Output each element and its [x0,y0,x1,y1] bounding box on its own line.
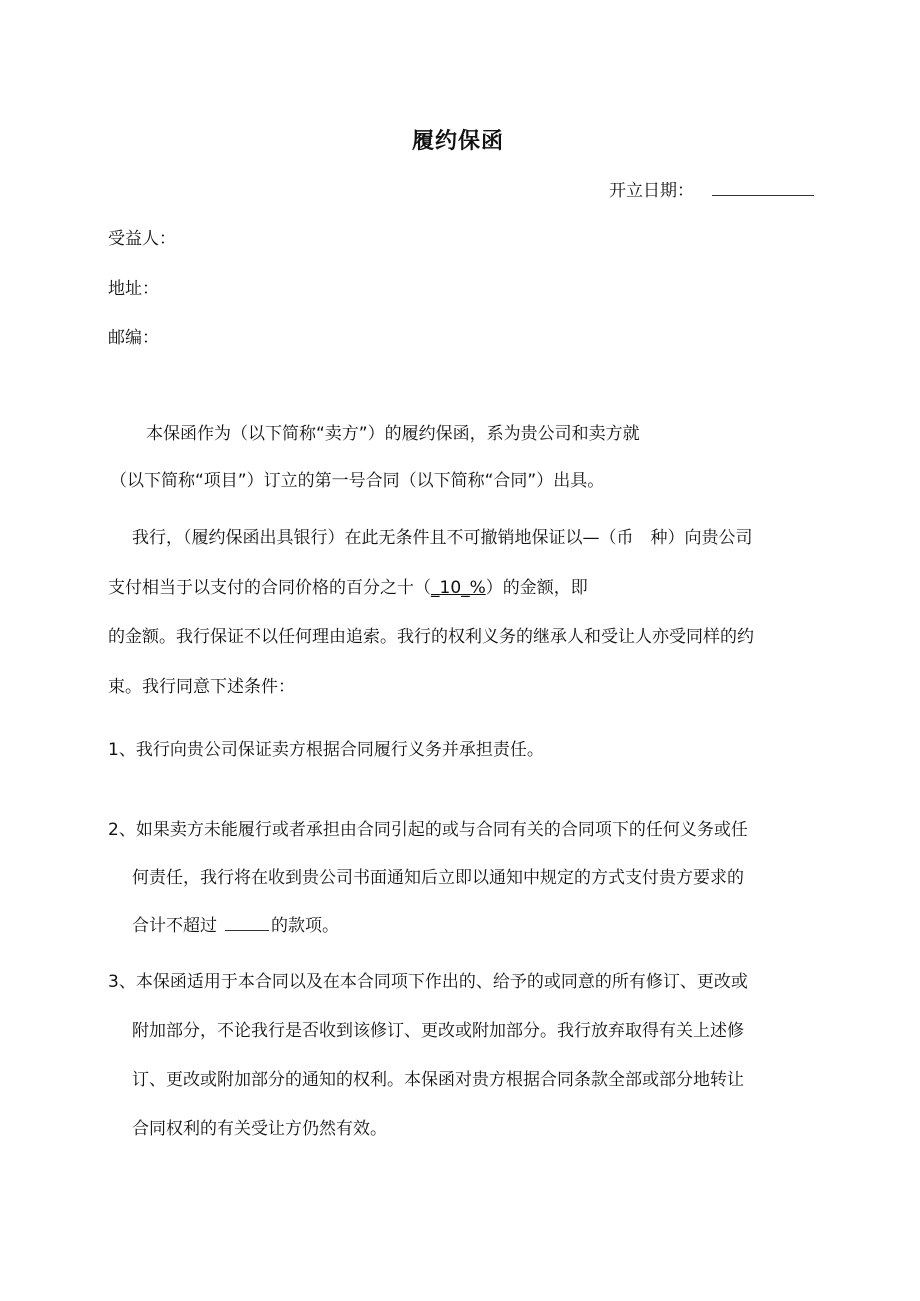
beneficiary-label: 受益人： [108,229,176,249]
address-label: 地址： [108,279,159,299]
guarantee-line-3: 的金额。我行保证不以任何理由追索。我行的权利义务的继承人和受让人亦受同样的约 [108,627,754,647]
issue-date-blank [712,183,814,196]
issue-date-row [609,181,814,201]
guarantee-percentage: _10_% [431,578,486,598]
clause-3-line-2: 附加部分，不论我行是否收到该修订、更改或附加部分。我行放弃取得有关上述修 [132,1021,744,1041]
guarantee-line-2-start: 支付相当于以支付的合同价格的百分之十（ [108,578,431,598]
document-title: 履约保函 [412,129,505,154]
clause-3-line-1: 3、本保函适用于本合同以及在本合同项下作出的、给予的或同意的所有修订、更改或 [108,972,748,992]
intro-line-2: （以下简称“项目”）订立的第一号合同（以下简称“合同”）出具。 [110,471,605,491]
clause-2-line-1: 2、如果卖方未能履行或者承担由合同引起的或与合同有关的合同项下的任何义务或任 [108,820,748,840]
intro-line-1: 本保函作为（以下简称“卖方”）的履约保函，系为贵公司和卖方就 [146,424,640,444]
clause-2-line-3-end: 的款项。 [271,916,339,936]
postcode-label: 邮编： [108,328,159,348]
amount-blank [225,918,269,931]
clause-2-line-2: 何责任，我行将在收到贵公司书面通知后立即以通知中规定的方式支付贵方要求的 [132,868,744,888]
clause-2-line-3 [132,916,339,936]
issue-date-label: 开立日期： [609,181,694,201]
clause-2-line-3-start: 合计不超过 [132,916,217,936]
guarantee-line-2 [108,578,588,598]
guarantee-line-2-end: ）的金额，即 [485,578,588,598]
guarantee-line-1: 我行，（履约保函出具银行）在此无条件且不可撤销地保证以—（币 种）向贵公司 [132,528,753,548]
clause-3-line-4: 合同权利的有关受让方仍然有效。 [132,1119,387,1139]
clause-3-line-3: 订、更改或附加部分的通知的权利。本保函对贵方根据合同条款全部或部分地转让 [132,1070,744,1090]
clause-1: 1、我行向贵公司保证卖方根据合同履行义务并承担责任。 [108,740,544,760]
guarantee-line-4: 束。我行同意下述条件： [108,677,295,697]
